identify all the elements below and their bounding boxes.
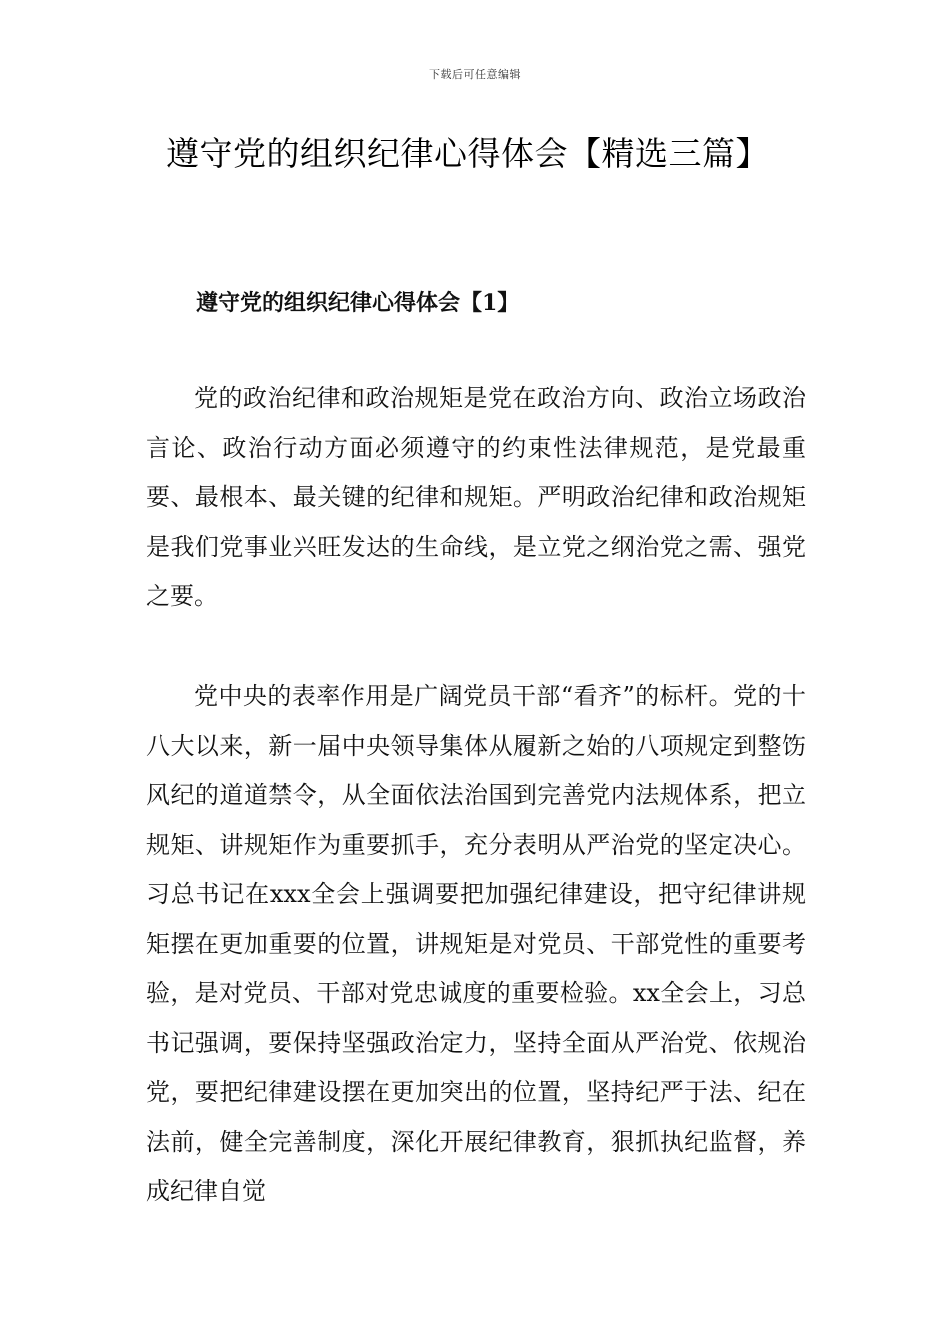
document-title: 遵守党的组织纪律心得体会【精选三篇】	[166, 134, 769, 173]
section-heading: 遵守党的组织纪律心得体会【1】	[196, 290, 520, 316]
body-paragraph: 党的政治纪律和政治规矩是党在政治方向、政治立场政治言论、政治行动方面必须遵守的约束性法律规范，是党最重要、最根本、最关键的纪律和规矩。严明政治纪律和政治规矩是我们党事业兴旺发达的生命线，是立党之纲治党之需、强党之要。	[146, 384, 806, 610]
body-paragraph: 党中央的表率作用是广阔党员干部“看齐”的标杆。党的十八大以来，新一届中央领导集体从履新之始的八项规定到整饬风纪的道道禁令，从全面依法治国到完善党内法规体系，把立规矩、讲规矩作为重要抓手，充分表明从严治党的坚定决心。习总书记在xxx全会上强调要把加强纪律建设，把守纪律讲规矩摆在更加重要的位置，讲规矩是对党员、干部党性的重要考验，是对党员、干部对党忠诚度的重要检验。xx全会上，习总书记强调，要保持坚强政治定力，坚持全面从严治党、依规治党，要把纪律建设摆在更加突出的位置，坚持纪严于法、纪在法前，健全完善制度，深化开展纪律教育，狠抓执纪监督，养成纪律自觉	[146, 682, 806, 1205]
header-note: 下载后可任意编辑	[429, 68, 521, 81]
